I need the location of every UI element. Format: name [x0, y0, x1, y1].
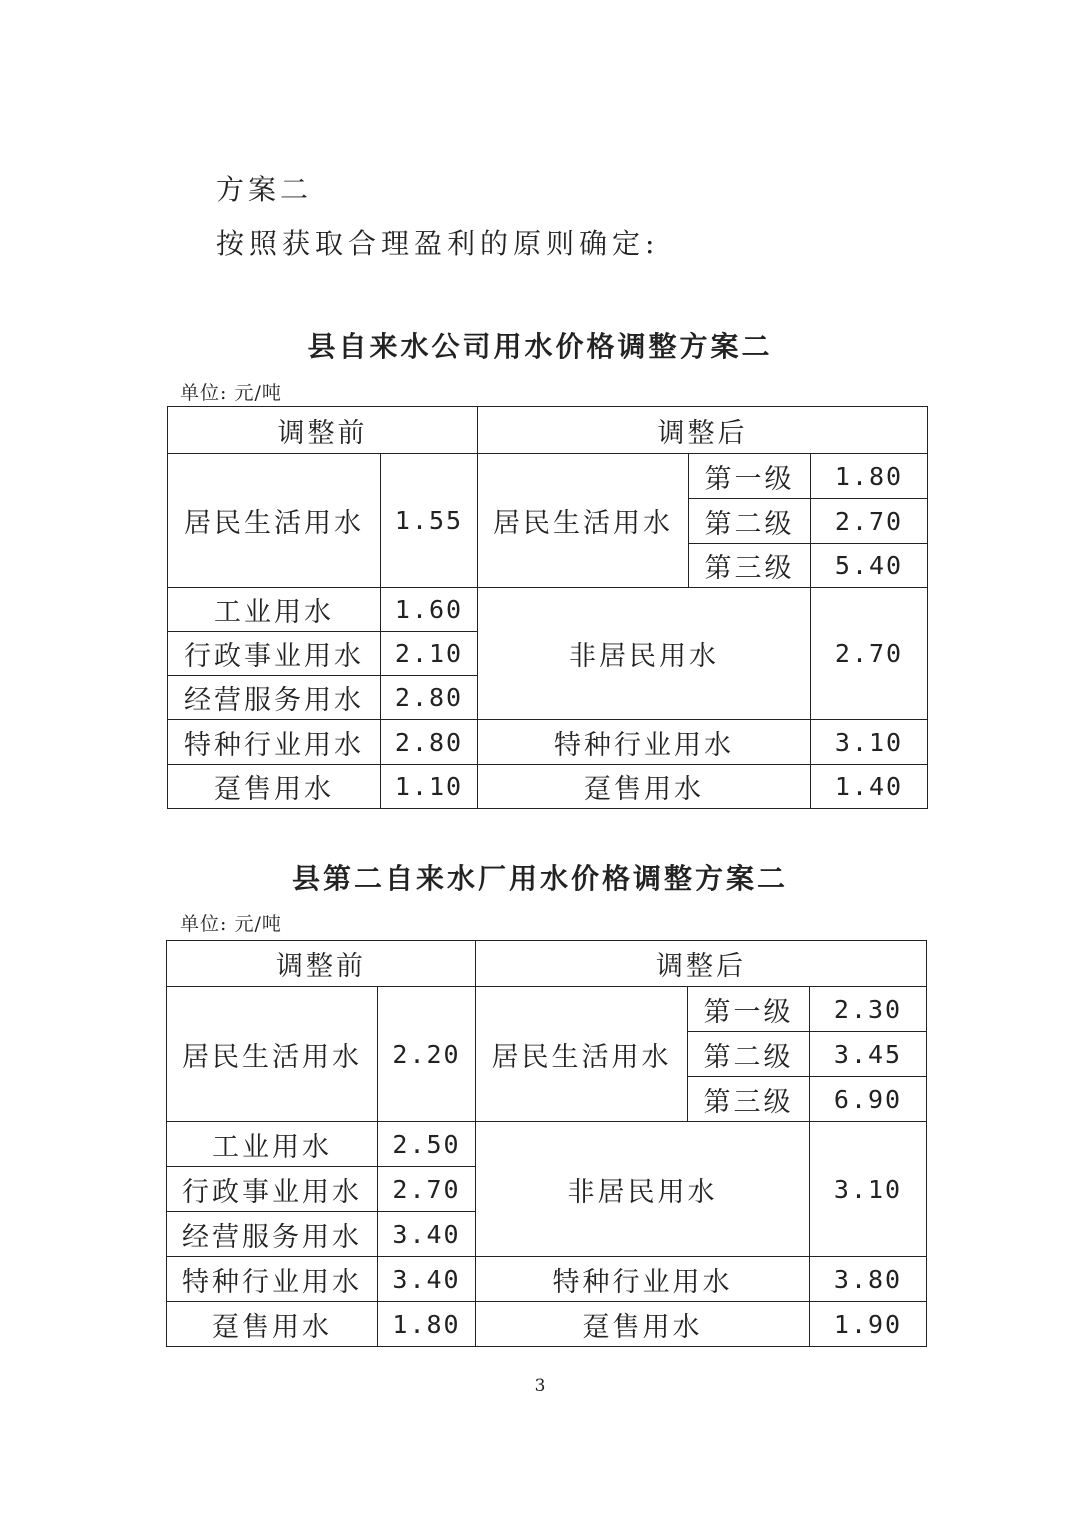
non-residential-price: 3.10 — [810, 1122, 927, 1257]
tier-label: 第二级 — [689, 499, 811, 544]
header-before: 调整前 — [167, 941, 476, 987]
header-before: 调整前 — [168, 407, 478, 454]
tier-price: 1.80 — [811, 454, 928, 499]
residential-label-before: 居民生活用水 — [167, 987, 378, 1122]
non-residential-label: 非居民用水 — [478, 588, 811, 720]
tier-label: 第一级 — [688, 987, 810, 1032]
intro-text: 按照获取合理盈利的原则确定: — [216, 227, 660, 260]
special-label-after: 特种行业用水 — [478, 720, 811, 765]
category-label: 经营服务用水 — [167, 1212, 378, 1257]
category-label: 行政事业用水 — [168, 632, 381, 676]
header-after: 调整后 — [476, 941, 927, 987]
special-price-after: 3.10 — [811, 720, 928, 765]
table-1-unit: 单位: 元/吨 — [180, 382, 282, 404]
tier-label: 第三级 — [688, 1077, 810, 1122]
header-after: 调整后 — [478, 407, 928, 454]
special-price-before: 3.40 — [378, 1257, 476, 1302]
category-price: 1.60 — [381, 588, 478, 632]
non-residential-label: 非居民用水 — [476, 1122, 810, 1257]
residential-label-before: 居民生活用水 — [168, 454, 381, 588]
residential-price-before: 1.55 — [381, 454, 478, 588]
wholesale-label-after: 趸售用水 — [478, 765, 811, 809]
category-price: 2.80 — [381, 676, 478, 720]
page-number: 3 — [534, 1376, 546, 1396]
special-label-before: 特种行业用水 — [167, 1257, 378, 1302]
tier-price: 5.40 — [811, 544, 928, 588]
category-price: 2.50 — [378, 1122, 476, 1167]
special-label-before: 特种行业用水 — [168, 720, 381, 765]
wholesale-price-before: 1.80 — [378, 1302, 476, 1347]
non-residential-price: 2.70 — [811, 588, 928, 720]
category-price: 2.10 — [381, 632, 478, 676]
category-label: 工业用水 — [168, 588, 381, 632]
tier-price: 2.70 — [811, 499, 928, 544]
category-label: 经营服务用水 — [168, 676, 381, 720]
tier-label: 第二级 — [688, 1032, 810, 1077]
table-2-unit: 单位: 元/吨 — [180, 913, 282, 935]
wholesale-price-after: 1.40 — [811, 765, 928, 809]
residential-label-after: 居民生活用水 — [476, 987, 688, 1122]
category-price: 3.40 — [378, 1212, 476, 1257]
tier-price: 6.90 — [810, 1077, 927, 1122]
category-label: 行政事业用水 — [167, 1167, 378, 1212]
category-label: 工业用水 — [167, 1122, 378, 1167]
tier-label: 第三级 — [689, 544, 811, 588]
wholesale-price-after: 1.90 — [810, 1302, 927, 1347]
wholesale-label-before: 趸售用水 — [167, 1302, 378, 1347]
section-heading: 方案二 — [216, 173, 313, 206]
special-price-before: 2.80 — [381, 720, 478, 765]
wholesale-price-before: 1.10 — [381, 765, 478, 809]
category-price: 2.70 — [378, 1167, 476, 1212]
residential-price-before: 2.20 — [378, 987, 476, 1122]
special-label-after: 特种行业用水 — [476, 1257, 810, 1302]
tier-price: 2.30 — [810, 987, 927, 1032]
wholesale-label-before: 趸售用水 — [168, 765, 381, 809]
price-table-2 — [166, 940, 927, 1347]
table-2-title: 县第二自来水厂用水价格调整方案二 — [291, 862, 788, 895]
tier-price: 3.45 — [810, 1032, 927, 1077]
wholesale-label-after: 趸售用水 — [476, 1302, 810, 1347]
special-price-after: 3.80 — [810, 1257, 927, 1302]
price-table-1 — [167, 406, 928, 809]
table-1-title: 县自来水公司用水价格调整方案二 — [307, 330, 773, 363]
residential-label-after: 居民生活用水 — [478, 454, 689, 588]
tier-label: 第一级 — [689, 454, 811, 499]
